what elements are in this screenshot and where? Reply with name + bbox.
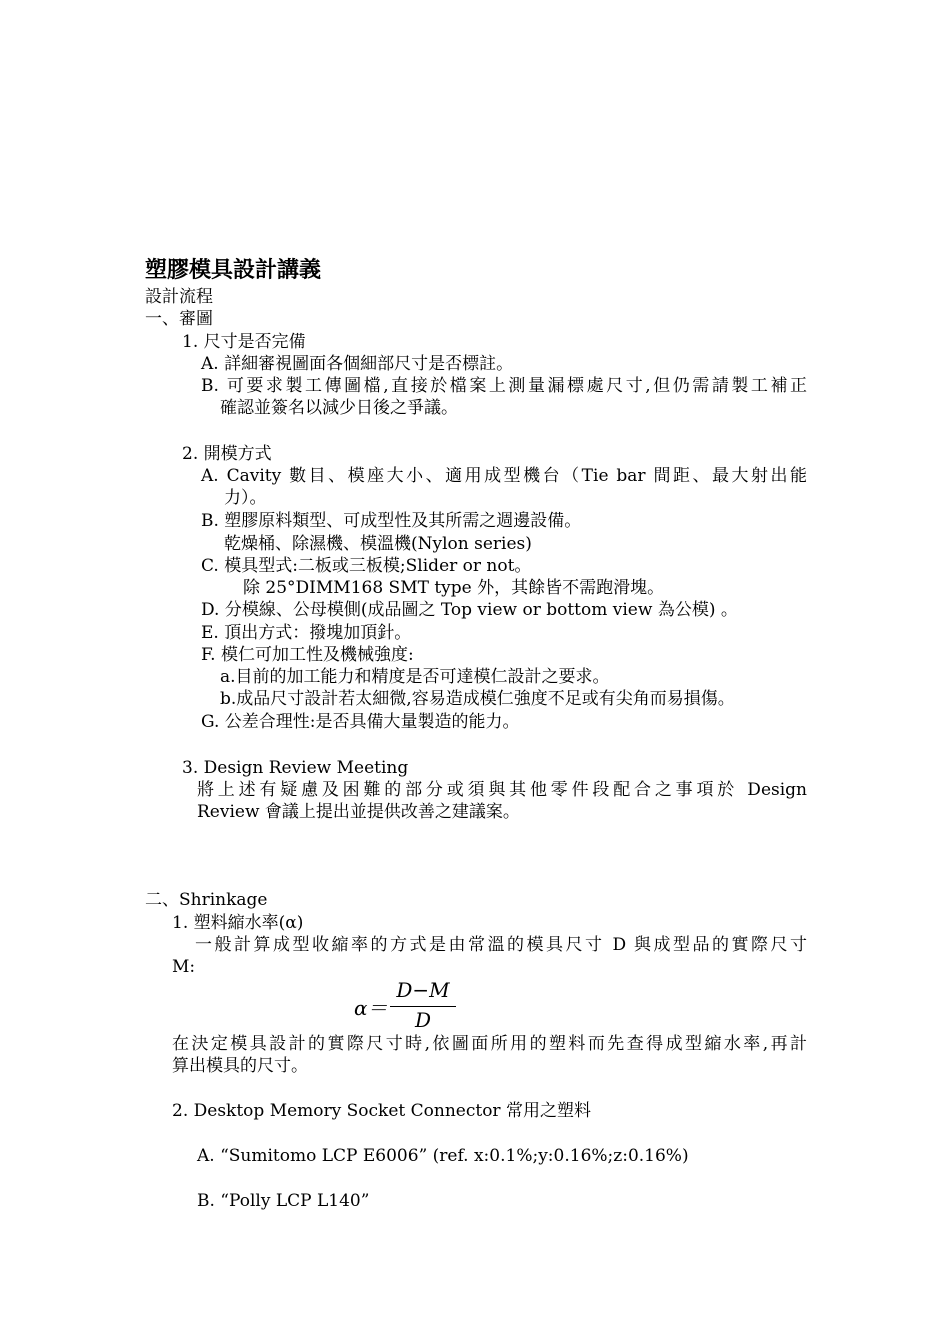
sec2-item1-para-line2: M: [172,957,196,977]
sec2-item2-b: B. “Polly LCP L140” [197,1191,370,1211]
sec1-item2-c-line1: C. 模具型式:二板或三板模;Slider or not。 [201,556,532,576]
sec1-item2-c-line2: 除 25°DIMM168 SMT type 外，其餘皆不需跑滑塊。 [243,578,665,598]
sec1-item2-b-line2: 乾燥桶、除濕機、模溫機(Nylon series) [224,534,532,554]
sec1-item1-b-line2: 確認並簽名以減少日後之爭議。 [220,398,458,418]
sec1-item2-f-b: b.成品尺寸設計若太細微,容易造成模仁強度不足或有尖角而易損傷。 [220,689,735,709]
formula-lhs: α＝ [354,996,388,1020]
sec1-item3-label: 3. Design Review Meeting [182,758,409,778]
sec1-item3-para-line2: Review 會議上提出並提供改善之建議案。 [197,802,520,822]
sec2-item1-para-line1: 一般計算成型收縮率的方式是由常溫的模具尺寸 D 與成型品的實際尺寸 [195,935,807,955]
sec1-item2-f-a: a.目前的加工能力和精度是否可達模仁設計之要求。 [220,667,610,687]
sec2-item2-a: A. “Sumitomo LCP E6006” (ref. x:0.1%;y:0.16%;z:0.16%) [197,1146,689,1166]
sec1-item1-label: 1. 尺寸是否完備 [182,332,306,352]
sec1-item2-a-line1: A. Cavity 數目、模座大小、適用成型機台（Tie bar 間距、最大射出能 [201,466,807,486]
sec1-item2-d: D. 分模線、公母模側(成品圖之 Top view or bottom view 為公模) 。 [201,600,738,620]
sec1-item2-b-line1: B. 塑膠原料類型、可成型性及其所需之週邊設備。 [201,511,582,531]
sec1-item2-g: G. 公差合理性:是否具備大量製造的能力。 [201,712,520,732]
sec1-item2-a-line2: 力）。 [224,488,267,508]
sec2-item1-label: 1. 塑料縮水率(α) [172,913,304,933]
sec2-item2-label: 2. Desktop Memory Socket Connector 常用之塑料 [172,1101,591,1121]
sec2-item1-para2-line1: 在決定模具設計的實際尺寸時,依圖面所用的塑料而先查得成型縮水率,再計 [172,1034,807,1054]
formula-numerator: D−M [396,978,450,1002]
sec1-item2-label: 2. 開模方式 [182,444,272,464]
formula-denominator: D [414,1008,432,1032]
shrinkage-formula [352,978,462,1034]
sec1-item1-a: A. 詳細審視圖面各個細部尺寸是否標註。 [201,354,514,374]
sec2-item1-para2-line2: 算出模具的尺寸。 [172,1056,308,1076]
formula-fraction-bar [390,1006,456,1007]
section-2-heading: 二、Shrinkage [145,890,268,910]
section-1-heading: 一、審圖 [145,309,213,329]
sec1-item3-para-line1: 將上述有疑慮及困難的部分或須與其他零件段配合之事項於 Design [197,780,807,800]
sec1-item1-b-line1: B. 可要求製工傳圖檔,直接於檔案上測量漏標處尺寸,但仍需請製工補正 [201,376,807,396]
sec1-item2-e: E. 頂出方式：撥塊加頂針。 [201,623,412,643]
sec1-item2-f: F. 模仁可加工性及機械強度: [201,645,414,665]
doc-subtitle: 設計流程 [145,287,213,307]
doc-title: 塑膠模具設計講義 [145,257,322,283]
